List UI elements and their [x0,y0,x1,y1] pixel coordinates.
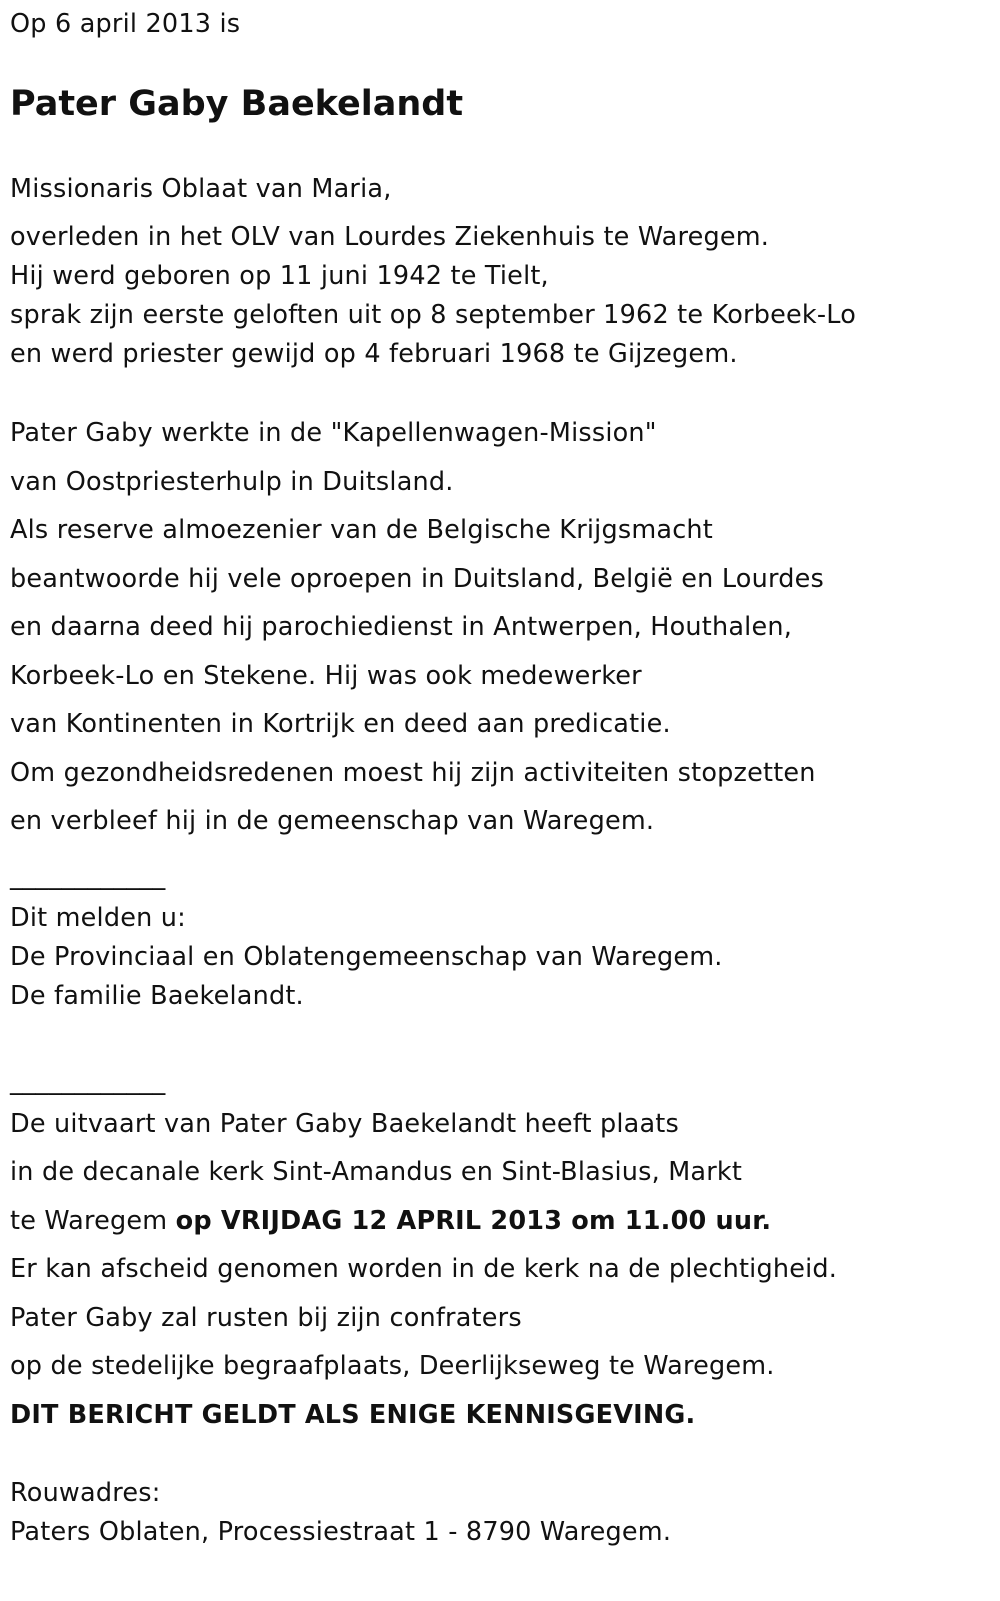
bio-line: en werd priester gewijd op 4 februari 1968 te Gijzegem. [10,339,738,369]
bio-line: Hij werd geboren op 11 juni 1942 te Tielt, [10,261,549,291]
bio-line: sprak zijn eerste geloften uit op 8 september 1962 te Korbeek-Lo [10,300,857,330]
funeral-line: Er kan afscheid genomen worden in de kerk na de plechtigheid. [10,1254,838,1284]
career-line: beantwoorde hij vele oproepen in Duitsland, België en Lourdes [10,564,824,594]
announce-line: De Provinciaal en Oblatengemeenschap van Waregem. [10,942,723,972]
career-line: Korbeek-Lo en Stekene. Hij was ook medewerker [10,661,642,691]
address-label: Rouwadres: [10,1478,161,1508]
bio-line: Missionaris Oblaat van Maria, [10,174,392,204]
bio-line: overleden in het OLV van Lourdes Ziekenhuis te Waregem. [10,222,770,252]
funeral-line: De uitvaart van Pater Gaby Baekelandt heeft plaats [10,1109,679,1139]
career-line: Om gezondheidsredenen moest hij zijn activiteiten stopzetten [10,758,816,788]
career-line: Als reserve almoezenier van de Belgische Krijgsmacht [10,515,713,545]
intro-text: Op 6 april 2013 is [10,9,241,39]
career-line: van Kontinenten in Kortrijk en deed aan predicatie. [10,709,671,739]
career-line: van Oostpriesterhulp in Duitsland. [10,467,454,497]
career-line: Pater Gaby werkte in de "Kapellenwagen-Mission" [10,418,657,448]
funeral-line: Pater Gaby zal rusten bij zijn confraters [10,1303,522,1333]
announce-line: De familie Baekelandt. [10,981,304,1011]
funeral-date-line [10,1206,771,1236]
career-line: en verbleef hij in de gemeenschap van Waregem. [10,806,655,836]
funeral-line: op de stedelijke begraafplaats, Deerlijkseweg te Waregem. [10,1351,775,1381]
funeral-place: te Waregem [10,1206,176,1236]
funeral-line: in de decanale kerk Sint-Amandus en Sint-Blasius, Markt [10,1157,743,1187]
separator: ____________ [10,1066,166,1096]
deceased-name: Pater Gaby Baekelandt [10,84,464,124]
separator: ____________ [10,861,166,891]
funeral-datetime: op VRIJDAG 12 APRIL 2013 om 11.00 uur. [175,1206,772,1236]
career-line: en daarna deed hij parochiedienst in Antwerpen, Houthalen, [10,612,793,642]
announce-line: Dit melden u: [10,903,186,933]
address-text: Paters Oblaten, Processiestraat 1 - 8790 Waregem. [10,1517,672,1547]
notice-text: DIT BERICHT GELDT ALS ENIGE KENNISGEVING. [10,1400,696,1430]
